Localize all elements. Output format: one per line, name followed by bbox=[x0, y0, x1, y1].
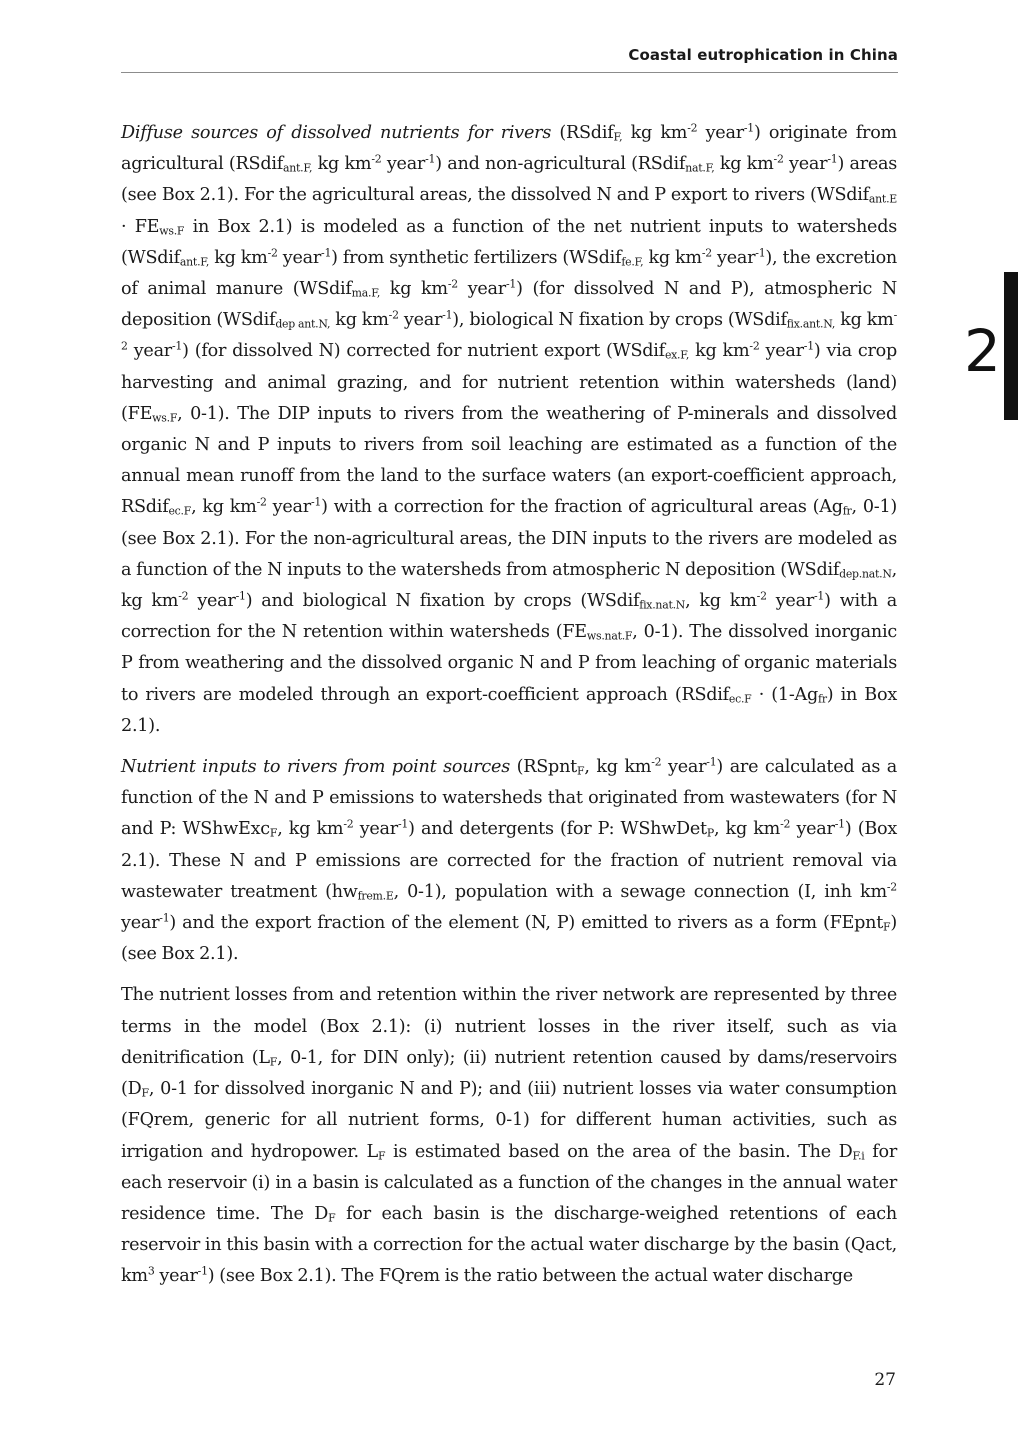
paragraph-diffuse-sources: Diffuse sources of dissolved nutrients for rivers (RSdif$_{F,}$ kg $km^{-2}$ year$^{-1}$) originate from agricultural (RSdif$_{ant.F,}$ kg $km^{-2}$ year$^{-1}$) and non-agricultural (RSdif$_{nat.F,}$ kg $km^{-2}$ year$^{-1}$) areas (see Box 2.1). For the agricultural areas, the dissolved N and P export to rivers (WSdif$_{ant.E}$ · $FE_{ws.F}$ in Box 2.1) is modeled as a function of the net nutrient inputs to watersheds (WSdif$_{ant.F,}$ kg $km^{-2}$ year$^{-1}$) from synthetic fertilizers (WSdif$_{fe.F,}$ kg $km^{-2}$ year$^{-1}$), the excretion of animal manure (WSdif$_{ma.F,}$ kg $km^{-2}$ year$^{-1}$) (for dissolved N and P), atmospheric N deposition (WSdif$_{dep ant.N,}$ kg $km^{-2}$ year$^{-1}$), biological N fixation by crops (WSdif$_{fix.ant.N,}$ kg $km^{-2}$ year$^{-1}$) (for dissolved N) corrected for nutrient export (WSdif$_{ex.F,}$ kg $km^{-2}$ year$^{-1}$) via crop harvesting and animal grazing, and for nutrient retention within watersheds (land) ($FE_{ws.F}$, 0-1). The DIP inputs to rivers from the weathering of P-minerals and dissolved organic N and P inputs to rivers from soil leaching are estimated as a function of the annual mean runoff from the land to the surface waters (an export-coefficient approach, RSdif$_{ec.F}$, kg $km^{-2}$ year$^{-1}$) with a correction for the fraction of agricultural areas ($Ag_{fr}$, 0-1) (see Box 2.1). For the non-agricultural areas, the DIN inputs to the rivers are modeled as a function of the N inputs to the watersheds from atmospheric N deposition (WSdif$_{dep.nat.N}$, kg $km^{-2}$ year$^{-1}$) and biological N fixation by crops (WSdif$_{fix.nat.N}$, kg $km^{-2}$ year$^{-1}$) with a correction for the N retention within watersheds ($FE_{ws.nat.F}$, 0-1). The dissolved inorganic P from weathering and the dissolved organic N and P from leaching of organic materials to rivers are modeled through an export-coefficient approach (RSdif$_{ec.F}$ · $(1-Ag_{fr})$ in Box 2.1). bbox=[121, 121, 898, 736]
chapter-number: 2 bbox=[964, 317, 1001, 385]
paragraph-river-retention: The nutrient losses from and retention within the river network are represented by three terms in the model (Box 2.1): (i) nutrient losses in the river itself, such as via denitrification ($L_F$, 0-1, for DIN only); (ii) nutrient retention caused by dams/reservoirs ($D_F$, 0-1 for dissolved inorganic N and P); and (iii) nutrient losses via water consumption (FQrem, generic for all nutrient forms, 0-1) for different human activities, such as irrigation and hydropower. $L_F$ is estimated based on the area of the basin. The $D_{F.i}$ for each reservoir (i) in a basin is calculated as a function of the changes in the annual water residence time. The $D_F$ for each basin is the discharge-weighed retentions of each reservoir in this basin with a correction for the actual water discharge by the basin (Qact, $km^3$ year$^{-1}$) (see Box 2.1). The FQrem is the ratio between the actual water discharge bbox=[121, 985, 898, 1287]
paragraph-lead-italic: Diffuse sources of dissolved nutrients for rivers bbox=[121, 123, 552, 143]
paragraph-point-sources: Nutrient inputs to rivers from point sources (RSpnt$_F$, kg $km^{-2}$ year$^{-1}$) are calculated as a function of the N and P emissions to watersheds that originated from wastewaters (for N and P: WShwExc$_F$, kg $km^{-2}$ year$^{-1}$) and detergents (for P: WShwDet$_P$, kg $km^{-2}$ year$^{-1}$) (Box 2.1). These N and P emissions are corrected for the fraction of nutrient removal via wastewater treatment ($hw_{frem.E}$, 0-1), population with a sewage connection (I, inh $km^{-2}$ year$^{-1}$) and the export fraction of the element (N, P) emitted to rivers as a form (FEpnt$_F$) (see Box 2.1). bbox=[121, 755, 898, 965]
header-divider bbox=[121, 72, 898, 73]
running-header-title: Coastal eutrophication in China bbox=[628, 46, 898, 64]
page-number: 27 bbox=[874, 1370, 896, 1390]
chapter-thumb-tab bbox=[1004, 272, 1018, 420]
paragraph-lead-italic: Nutrient inputs to rivers from point sources bbox=[121, 757, 510, 778]
body-text bbox=[121, 118, 897, 1303]
